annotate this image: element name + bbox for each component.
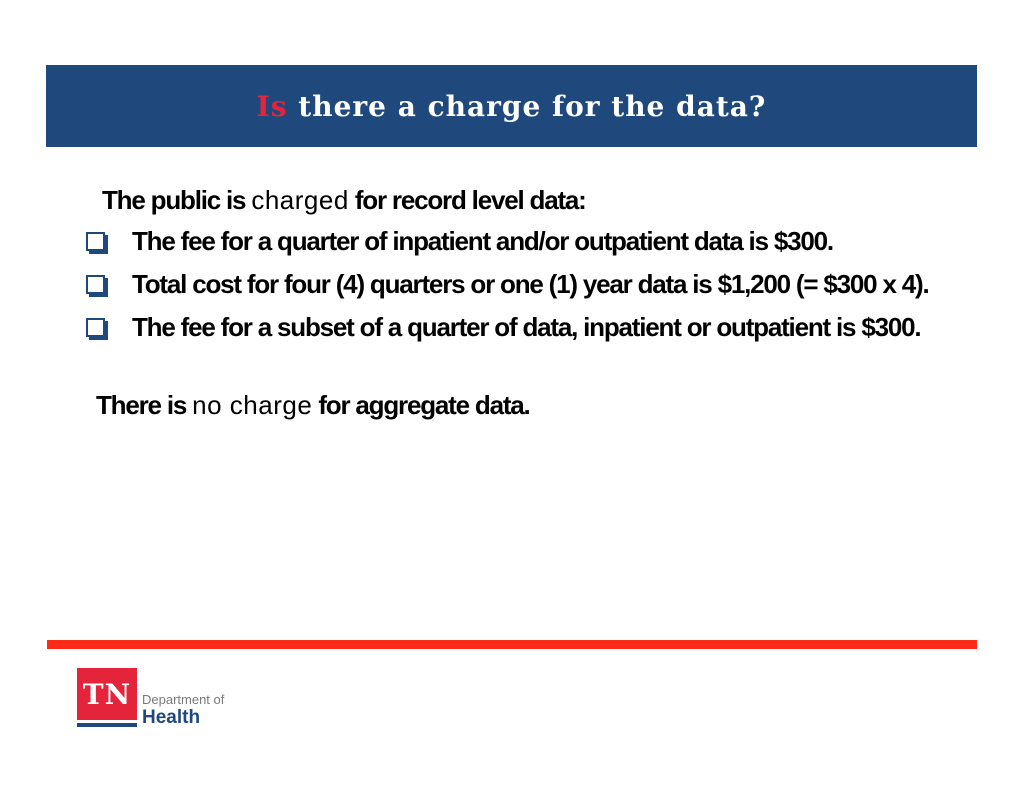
intro-part1: The public is bbox=[102, 185, 246, 215]
tn-logo-icon: TN bbox=[77, 668, 137, 720]
checkbox-square-icon bbox=[86, 275, 105, 294]
slide-title bbox=[257, 90, 767, 123]
closing-part1: There is bbox=[96, 390, 187, 420]
intro-part2: for record level data: bbox=[354, 185, 586, 215]
footer-divider bbox=[47, 640, 977, 649]
slide-content bbox=[96, 178, 956, 427]
title-rest: there a charge for the data? bbox=[287, 89, 767, 123]
closing-line bbox=[96, 383, 956, 427]
list-item bbox=[96, 308, 956, 347]
tn-health-logo bbox=[77, 668, 257, 728]
fee-list bbox=[96, 222, 956, 347]
intro-line bbox=[102, 178, 956, 222]
logo-underline bbox=[77, 723, 137, 727]
list-item bbox=[96, 222, 956, 261]
closing-part2: for aggregate data. bbox=[318, 390, 530, 420]
title-accent-word: Is bbox=[256, 89, 288, 123]
bullet-text: The fee for a quarter of inpatient and/or outpatient data is $300. bbox=[132, 226, 833, 256]
closing-emphasis: no charge bbox=[192, 390, 313, 420]
bullet-text: The fee for a subset of a quarter of data, inpatient or outpatient is $300. bbox=[132, 312, 921, 342]
logo-health-text: Health bbox=[142, 707, 201, 728]
checkbox-square-icon bbox=[86, 318, 105, 337]
title-bar bbox=[46, 65, 977, 147]
bullet-text: Total cost for four (4) quarters or one (1) year data is $1,200 (= $300 x 4). bbox=[132, 269, 929, 299]
logo-department-text: Department of bbox=[142, 692, 225, 707]
intro-emphasis: charged bbox=[251, 185, 349, 215]
checkbox-square-icon bbox=[86, 232, 105, 251]
list-item bbox=[96, 265, 956, 304]
